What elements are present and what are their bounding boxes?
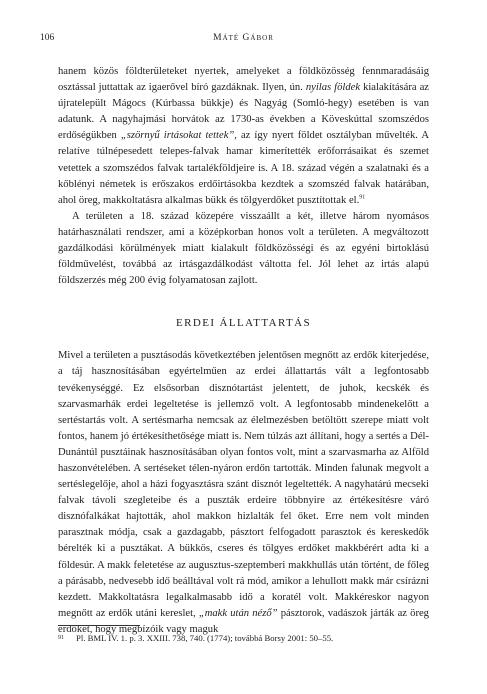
footnote xyxy=(58,632,429,644)
italic-term: nyilas földek xyxy=(305,82,361,94)
paragraph-text: Mivel a területen a pusztásodás következtében jelentősen megnőtt az erdők kiterjedése, a táj hasznosításában egyértelműen az erdei állattartás vált a legfontosabb tevékenységgé. Ez elsősorban disznótartást jelentett, de juhok, kecskék és szarvasmarhák erdei legeltetése is jellemző volt. A legfontosabb mindenekelőtt a sertéstartás volt. A sertésmarha nemcsak az élelmezésben betöltött szerepe miatt volt fontos, hanem jó értékesíthetősége miatt is. Nem túlzás azt állítani, hogy a sertés a Dél-Dunántúl pusztáinak hasznosításában olyan fontos volt, mint a szarvasmarha az Alföld haszonvételében. A sertéseket télen-nyáron erdőn tartották. Minden falunak megvolt a sertéslegelője, ahol a házi fogyasztásra szánt disznót legeltették. A nagyhatárú mecseki falvak távoli szegleteibe és a puszták erdeire többnyire az értékesítésre váró disznófalkákat hajtották, ahol makkon hizlalták fel őket. Erre nem volt minden parasztnak módja, csak a gazdagabb, pásztort felfogadott parasztok és kereskedők bérelték ki a pusztákat. A bükkös, cseres és tölgyes erdőket makkbérért adta ki a földesúr. A makk feletetése az augusztus-szeptemberi makkhullás után történt, de főleg a párásabb, nedvesebb idő beálltával volt rá mód, amikor a lehullott makk már csírázni kezdett. Makkoltatásra legalkalmasabb idő a koratél volt. Makkéreskor nagyon megnőtt az erdők utáni kereslet, xyxy=(58,350,429,619)
section-heading: ERDEI ÁLLATTARTÁS xyxy=(176,317,311,330)
paragraph-text: , az így nyert földet osztályban művelték. A relatíve túlnépesedett telepes-falvak hamar kimerítették erőforrásaikat és szemet vetettek a szomszédos falvak tartalékföldjeire is. A 18. század végén a szalatnaki és a kőblényi németek is erőszakos erdőirtásokba kezdtek a szomszéd falvak határában, ahol öreg, makkoltatásra alkalmas bükk és tölgyerdőket pusztítottak el. xyxy=(58,130,430,206)
paragraph xyxy=(58,64,429,209)
footnote-reference[interactable]: 91 xyxy=(359,194,366,201)
page-number: 106 xyxy=(40,33,55,43)
footnote-number: 91 xyxy=(58,635,64,641)
running-head: Máté Gábor xyxy=(213,33,274,43)
paragraph-text: kialakítására az újratelepült Mágocs (Kúrbassa bükkje) és Nagyág (Somló-hegy) esetében is van adatunk. A nagyhajmási horvátok az 1730-as években a Köveskúttal szomszédos erdőségükben xyxy=(58,82,429,142)
italic-quote: „makk után néző” xyxy=(198,607,278,619)
italic-quote: „szörnyű irtásokat tettek” xyxy=(120,130,235,142)
footnote-text: Pl. BML IV. 1. p. 3. XXIII. 738, 740. (1774); továbbá Borsy 2001: 50–55. xyxy=(76,633,334,643)
page-header xyxy=(40,33,447,47)
paragraph-text: pásztorok, vadászok járták az öreg erdőket, hogy megbízóik vagy maguk xyxy=(58,607,429,635)
paragraph: A területen a 18. század közepére visszaállt a két, illetve három nyomásos határhasználati rendszer, ami a középkorban honos volt a területen. A megváltozott gazdálkodási körülmények miatt kialakult földközösségi és az egyéni birtoklású földművelést, továbbá az irtásgazdálkodást váltotta fel. Jól lehet az irtás alapú földszerzés még 200 évig folyamatosan zajlott. xyxy=(58,210,429,287)
paragraph-text: hanem közös földterületeket nyertek, amelyeket a földközösség fennmaradásáig osztással juttattak az igaerővel bíró gazdáknak. Ilyen, ún. xyxy=(58,66,429,94)
paragraph xyxy=(58,348,429,638)
footnote-separator xyxy=(58,625,140,626)
page-body xyxy=(58,64,429,638)
